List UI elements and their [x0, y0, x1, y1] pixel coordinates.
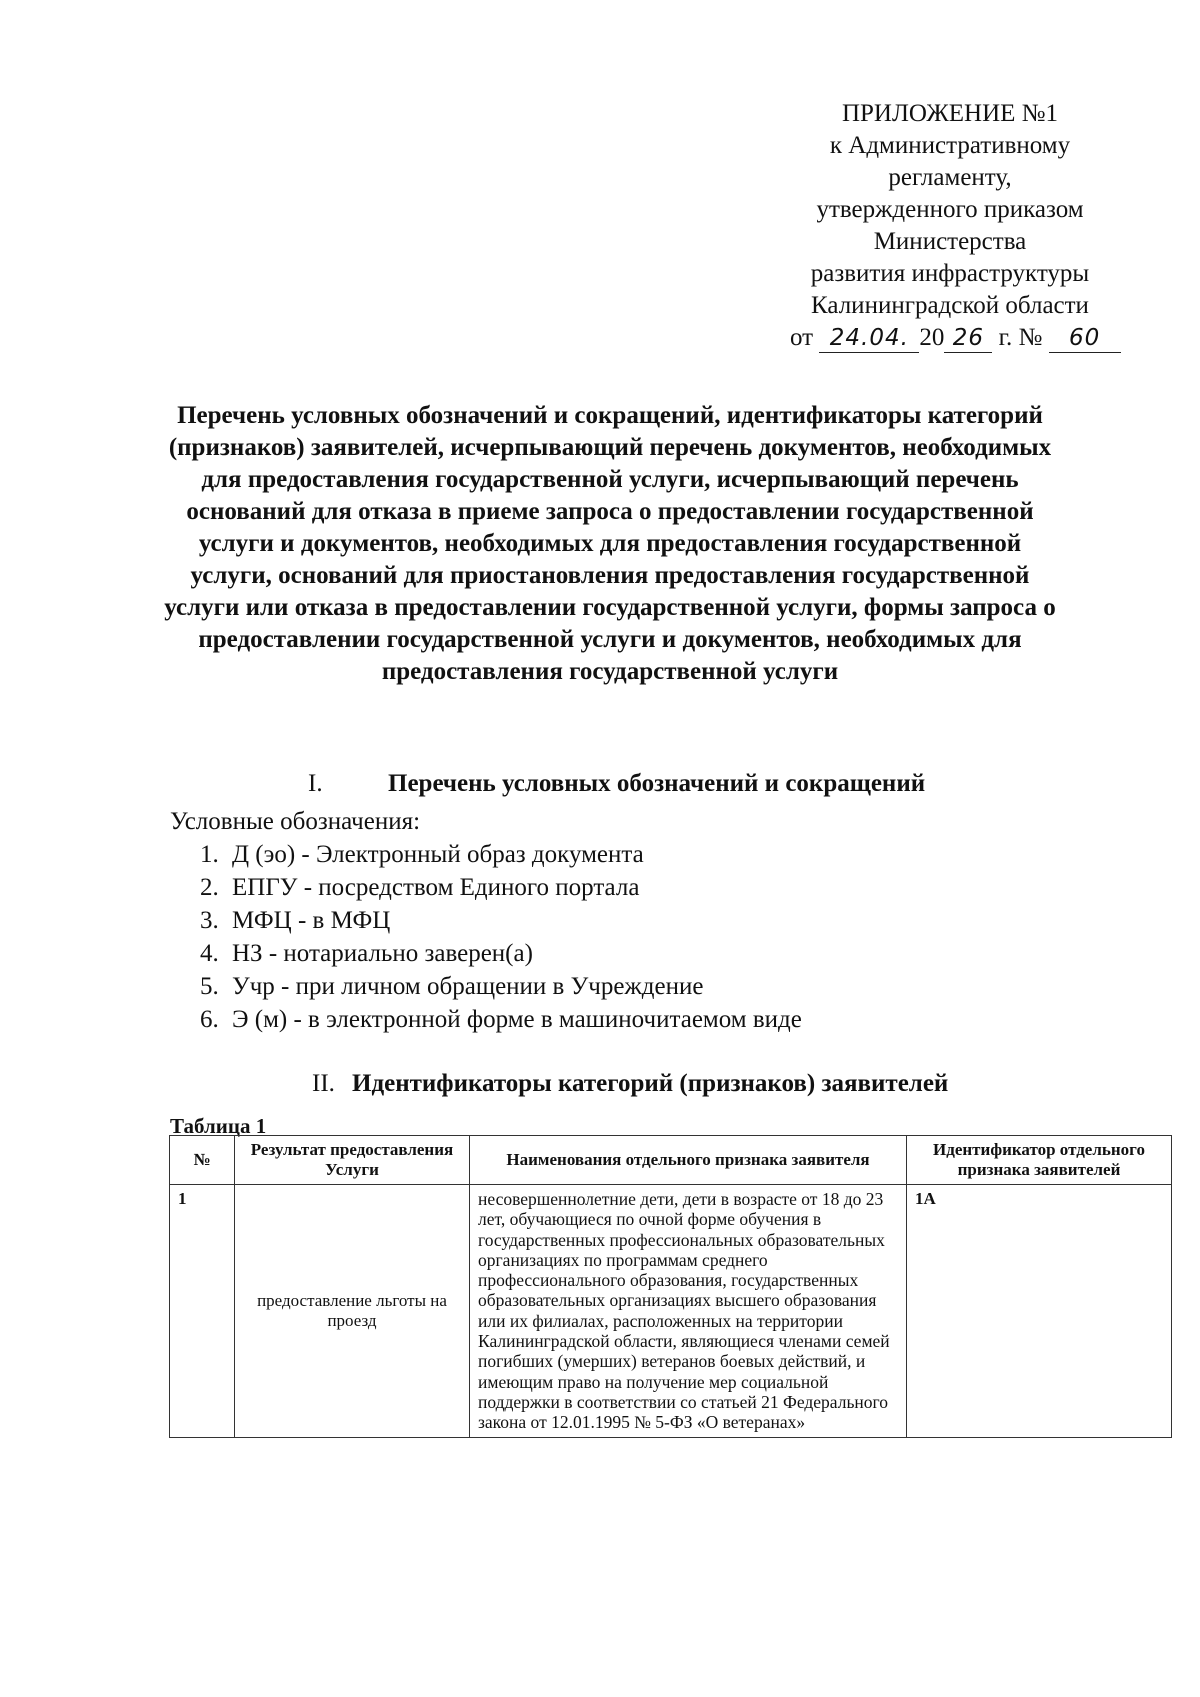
handwritten-date: 24.04. [819, 324, 919, 353]
legend-item: 1. Д (эо) - Электронный образ документа [200, 841, 644, 868]
legend-item: 4. НЗ - нотариально заверен(а) [200, 940, 533, 967]
table-caption: Таблица 1 [170, 1114, 267, 1138]
appendix-line: к Административному [829, 132, 1071, 159]
appendix-line: регламенту, [888, 164, 1012, 191]
legend-item: 5. Учр - при личном обращении в Учреждение [200, 973, 704, 1000]
section-1-number: I. [308, 770, 323, 797]
applicant-categories-table [169, 1135, 1172, 1438]
legend-item: 6. Э (м) - в электронной форме в машиночитаемом виде [200, 1006, 802, 1033]
appendix-line: развития инфраструктуры [810, 260, 1090, 287]
section-2-title: Идентификаторы категорий (признаков) заявителей [352, 1070, 949, 1097]
section-2-heading [312, 1070, 948, 1098]
table-header-row [170, 1136, 1172, 1185]
appendix-line: Министерства [873, 228, 1027, 255]
row-number: 1 [170, 1185, 235, 1438]
appendix-title: ПРИЛОЖЕНИЕ №1 [841, 100, 1059, 127]
appendix-date-line [790, 322, 1110, 354]
section-1-title: Перечень условных обозначений и сокращений [388, 770, 926, 797]
column-header-description: Наименования отдельного признака заявителя [470, 1136, 907, 1185]
legend-list [200, 838, 802, 1036]
handwritten-order-number: 60 [1049, 324, 1121, 353]
column-header-number: № [170, 1136, 235, 1185]
date-year-label: г. № [998, 324, 1043, 351]
section-1-heading [308, 770, 925, 798]
appendix-line: Калининградской области [811, 292, 1089, 319]
appendix-line: утвержденного приказом [816, 196, 1084, 223]
row-identifier: 1А [907, 1185, 1172, 1438]
legend-title: Условные обозначения: [170, 808, 421, 835]
row-result: предоставление льготы на проезд [235, 1185, 470, 1438]
appendix-header [790, 98, 1110, 354]
table-row [170, 1185, 1172, 1438]
date-prefix: от [790, 324, 814, 351]
column-header-result: Результат предоставления Услуги [235, 1136, 470, 1185]
legend-item: 3. МФЦ - в МФЦ [200, 907, 391, 934]
document-title: Перечень условных обозначений и сокращений, идентификаторы категорий (признаков) заявителей, исчерпывающий перечень документов, необходимых для предоставления государственной услуги, исчерпывающий перечень оснований для отказа в приеме запроса о предоставлении государственной услуги и документов, необходимых для предоставления государственной услуги, оснований для приостановления предоставления государственной услуги или отказа в предоставлении государственной услуги, формы запроса о предоставлении государственной услуги и документов, необходимых для предоставления государственной услуги [164, 402, 1056, 685]
legend-item: 2. ЕПГУ - посредством Единого портала [200, 874, 640, 901]
date-year-prefix: 20 [919, 324, 945, 351]
handwritten-year: 26 [944, 324, 992, 353]
row-description: несовершеннолетние дети, дети в возрасте от 18 до 23 лет, обучающиеся по очной форме обучения в государственных профессиональных образовательных организациях по программам среднего профессионального образования, государственных образовательных организациях высшего образования или их филиалах, расположенных на территории Калининградской области, являющиеся членами семей погибших (умерших) ветеранов боевых действий, и имеющим право на получение мер социальной поддержки в соответствии со статьей 21 Федерального закона от 12.01.1995 № 5-ФЗ «О ветеранах» [470, 1185, 907, 1438]
column-header-identifier: Идентификатор отдельного признака заявителей [907, 1136, 1172, 1185]
section-2-number: II. [312, 1070, 335, 1097]
